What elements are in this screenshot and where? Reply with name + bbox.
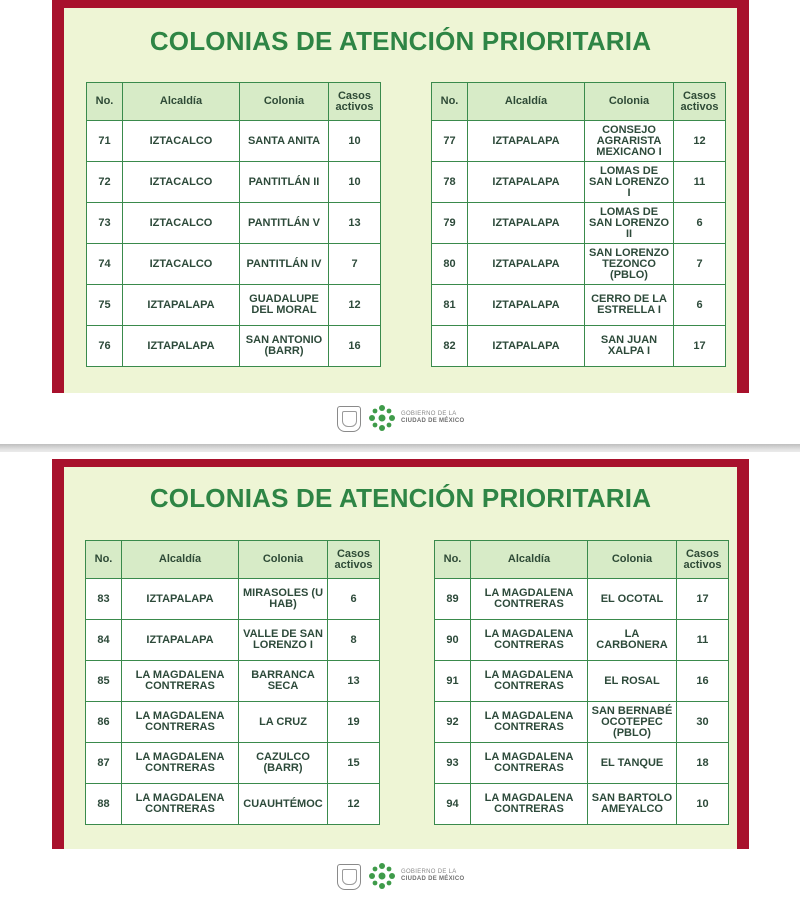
cell-alcaldia: IZTAPALAPA	[122, 620, 239, 661]
cell-colonia: EL ROSAL	[588, 661, 677, 702]
cell-colonia: CONSEJO AGRARISTA MEXICANO I	[585, 121, 674, 162]
cell-alcaldia: IZTAPALAPA	[468, 203, 585, 244]
cell-number: 79	[432, 203, 468, 244]
table-header-row	[87, 83, 381, 121]
cell-number: 92	[435, 702, 471, 743]
table-row	[432, 203, 726, 244]
cell-alcaldia: IZTAPALAPA	[468, 162, 585, 203]
header-alcaldia: Alcaldía	[123, 83, 240, 121]
cell-alcaldia: LA MAGDALENA CONTRERAS	[471, 620, 588, 661]
cell-number: 77	[432, 121, 468, 162]
table-row	[432, 326, 726, 367]
cell-alcaldia: LA MAGDALENA CONTRERAS	[122, 702, 239, 743]
cell-colonia: SANTA ANITA	[240, 121, 329, 162]
cell-casos-activos: 12	[329, 285, 381, 326]
header-number: No.	[435, 541, 471, 579]
cell-colonia: GUADALUPE DEL MORAL	[240, 285, 329, 326]
cell-alcaldia: IZTACALCO	[123, 203, 240, 244]
cell-number: 74	[87, 244, 123, 285]
slide-title: COLONIAS DE ATENCIÓN PRIORITARIA	[149, 483, 652, 513]
cell-number: 94	[435, 784, 471, 825]
table-row	[86, 661, 380, 702]
table-row	[86, 784, 380, 825]
government-logo-text	[401, 411, 464, 425]
table-row	[435, 661, 729, 702]
cell-number: 80	[432, 244, 468, 285]
cell-alcaldia: IZTACALCO	[123, 244, 240, 285]
header-number: No.	[432, 83, 468, 121]
cell-colonia: CAZULCO (BARR)	[239, 743, 328, 784]
footer-logos	[0, 402, 800, 434]
colonias-table-right	[434, 540, 729, 825]
cell-alcaldia: LA MAGDALENA CONTRERAS	[122, 784, 239, 825]
table-row	[432, 244, 726, 285]
header-colonia: Colonia	[585, 83, 674, 121]
cell-casos-activos: 7	[674, 244, 726, 285]
cell-alcaldia: LA MAGDALENA CONTRERAS	[122, 661, 239, 702]
cell-colonia: LOMAS DE SAN LORENZO II	[585, 203, 674, 244]
cell-casos-activos: 6	[674, 203, 726, 244]
header-number: No.	[86, 541, 122, 579]
cell-alcaldia: LA MAGDALENA CONTRERAS	[471, 743, 588, 784]
cell-casos-activos: 18	[677, 743, 729, 784]
coat-of-arms-icon	[337, 406, 361, 432]
table-row	[86, 620, 380, 661]
table-row	[86, 579, 380, 620]
cell-casos-activos: 11	[677, 620, 729, 661]
table-row	[86, 702, 380, 743]
cell-alcaldia: IZTAPALAPA	[123, 285, 240, 326]
cell-number: 84	[86, 620, 122, 661]
cell-colonia: SAN BERNABÉ OCOTEPEC (PBLO)	[588, 702, 677, 743]
cell-number: 72	[87, 162, 123, 203]
cell-number: 75	[87, 285, 123, 326]
table-row	[87, 203, 381, 244]
header-alcaldia: Alcaldía	[468, 83, 585, 121]
table-row	[87, 162, 381, 203]
table-row	[435, 784, 729, 825]
slide-title: COLONIAS DE ATENCIÓN PRIORITARIA	[149, 26, 652, 56]
cell-casos-activos: 6	[328, 579, 380, 620]
cell-colonia: EL OCOTAL	[588, 579, 677, 620]
cell-casos-activos: 19	[328, 702, 380, 743]
cell-colonia: VALLE DE SAN LORENZO I	[239, 620, 328, 661]
cell-number: 73	[87, 203, 123, 244]
colonias-table-left	[85, 540, 380, 825]
cell-casos-activos: 10	[329, 121, 381, 162]
footer-logos	[0, 860, 800, 892]
cell-number: 76	[87, 326, 123, 367]
cell-alcaldia: IZTAPALAPA	[122, 579, 239, 620]
cell-colonia: LOMAS DE SAN LORENZO I	[585, 162, 674, 203]
table-row	[87, 121, 381, 162]
cell-alcaldia: IZTAPALAPA	[123, 326, 240, 367]
cell-alcaldia: LA MAGDALENA CONTRERAS	[471, 579, 588, 620]
cdmx-logo-icon	[368, 862, 396, 890]
table-row	[432, 121, 726, 162]
table-row	[432, 162, 726, 203]
table-row	[86, 743, 380, 784]
table-row	[435, 579, 729, 620]
cell-colonia: SAN JUAN XALPA I	[585, 326, 674, 367]
cell-alcaldia: IZTACALCO	[123, 162, 240, 203]
cell-number: 85	[86, 661, 122, 702]
table-header-row	[432, 83, 726, 121]
cell-number: 93	[435, 743, 471, 784]
cell-number: 91	[435, 661, 471, 702]
cell-alcaldia: LA MAGDALENA CONTRERAS	[471, 661, 588, 702]
cell-number: 89	[435, 579, 471, 620]
header-colonia: Colonia	[588, 541, 677, 579]
header-alcaldia: Alcaldía	[471, 541, 588, 579]
cell-alcaldia: IZTACALCO	[123, 121, 240, 162]
header-casos-activos: Casos activos	[674, 83, 726, 121]
table-row	[87, 244, 381, 285]
cell-casos-activos: 10	[329, 162, 381, 203]
table-header-row	[86, 541, 380, 579]
slide-2	[0, 452, 800, 904]
cell-colonia: CERRO DE LA ESTRELLA I	[585, 285, 674, 326]
cell-number: 90	[435, 620, 471, 661]
cell-colonia: MIRASOLES (U HAB)	[239, 579, 328, 620]
slide-panel	[64, 8, 737, 393]
cell-number: 78	[432, 162, 468, 203]
header-alcaldia: Alcaldía	[122, 541, 239, 579]
coat-of-arms-icon	[337, 864, 361, 890]
cell-colonia: PANTITLÁN IV	[240, 244, 329, 285]
cell-number: 88	[86, 784, 122, 825]
cell-alcaldia: LA MAGDALENA CONTRERAS	[471, 702, 588, 743]
cell-colonia: SAN BARTOLO AMEYALCO	[588, 784, 677, 825]
cell-alcaldia: IZTAPALAPA	[468, 244, 585, 285]
header-number: No.	[87, 83, 123, 121]
cell-alcaldia: LA MAGDALENA CONTRERAS	[471, 784, 588, 825]
cell-casos-activos: 15	[328, 743, 380, 784]
table-row	[435, 743, 729, 784]
cell-casos-activos: 16	[677, 661, 729, 702]
slide-frame	[52, 459, 749, 849]
cell-number: 86	[86, 702, 122, 743]
cell-colonia: PANTITLÁN II	[240, 162, 329, 203]
cell-casos-activos: 17	[674, 326, 726, 367]
colonias-table-left	[86, 82, 381, 367]
cell-colonia: EL TANQUE	[588, 743, 677, 784]
header-colonia: Colonia	[240, 83, 329, 121]
cell-colonia: LA CRUZ	[239, 702, 328, 743]
government-logo-text	[401, 869, 464, 883]
header-casos-activos: Casos activos	[328, 541, 380, 579]
cell-casos-activos: 17	[677, 579, 729, 620]
cell-alcaldia: IZTAPALAPA	[468, 121, 585, 162]
cell-casos-activos: 8	[328, 620, 380, 661]
logo-line-2: CIUDAD DE MÉXICO	[401, 418, 465, 424]
slide-panel	[64, 467, 737, 849]
cell-colonia: LA CARBONERA	[588, 620, 677, 661]
cell-casos-activos: 13	[329, 203, 381, 244]
cell-casos-activos: 16	[329, 326, 381, 367]
cell-colonia: SAN ANTONIO (BARR)	[240, 326, 329, 367]
cell-casos-activos: 6	[674, 285, 726, 326]
cell-colonia: PANTITLÁN V	[240, 203, 329, 244]
cell-colonia: SAN LORENZO TEZONCO (PBLO)	[585, 244, 674, 285]
table-row	[87, 285, 381, 326]
table-row	[87, 326, 381, 367]
slide-frame	[52, 0, 749, 393]
cdmx-logo-icon	[368, 404, 396, 432]
cell-number: 81	[432, 285, 468, 326]
colonias-table-right	[431, 82, 726, 367]
table-row	[432, 285, 726, 326]
cell-number: 87	[86, 743, 122, 784]
cell-alcaldia: IZTAPALAPA	[468, 326, 585, 367]
cell-casos-activos: 12	[674, 121, 726, 162]
header-casos-activos: Casos activos	[329, 83, 381, 121]
logo-line-1: GOBIERNO DE LA	[401, 869, 457, 875]
cell-colonia: CUAUHTÉMOC	[239, 784, 328, 825]
cell-casos-activos: 11	[674, 162, 726, 203]
cell-number: 82	[432, 326, 468, 367]
cell-alcaldia: LA MAGDALENA CONTRERAS	[122, 743, 239, 784]
table-header-row	[435, 541, 729, 579]
cell-casos-activos: 13	[328, 661, 380, 702]
table-row	[435, 620, 729, 661]
cell-casos-activos: 30	[677, 702, 729, 743]
header-colonia: Colonia	[239, 541, 328, 579]
header-casos-activos: Casos activos	[677, 541, 729, 579]
cell-casos-activos: 7	[329, 244, 381, 285]
cell-alcaldia: IZTAPALAPA	[468, 285, 585, 326]
logo-line-1: GOBIERNO DE LA	[401, 411, 457, 417]
logo-line-2: CIUDAD DE MÉXICO	[401, 876, 465, 882]
cell-number: 71	[87, 121, 123, 162]
cell-casos-activos: 10	[677, 784, 729, 825]
cell-casos-activos: 12	[328, 784, 380, 825]
cell-number: 83	[86, 579, 122, 620]
table-row	[435, 702, 729, 743]
cell-colonia: BARRANCA SECA	[239, 661, 328, 702]
